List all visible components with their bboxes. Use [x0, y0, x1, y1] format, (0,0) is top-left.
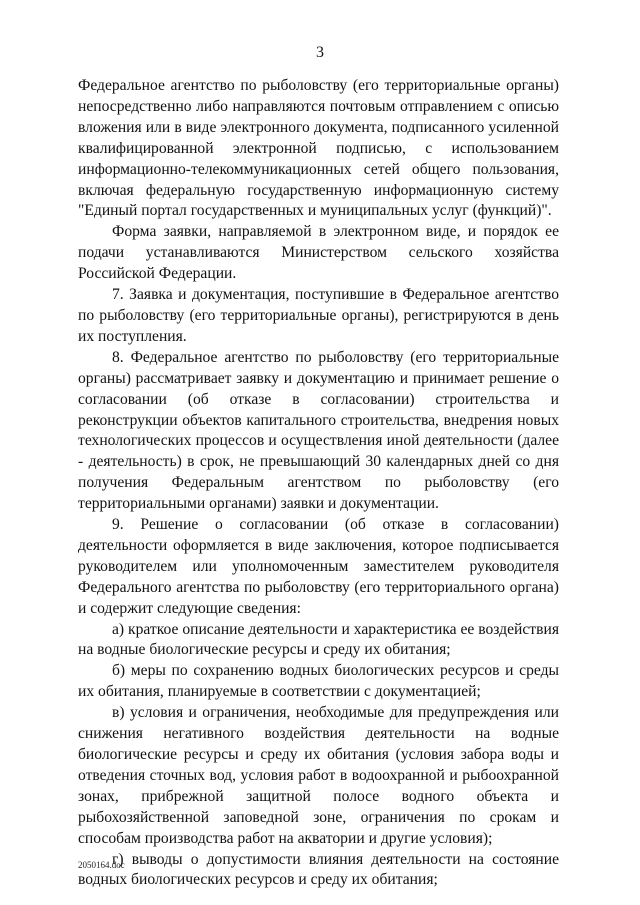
document-file-code: 2050164.doc	[78, 860, 125, 870]
subitem-a: а) краткое описание деятельности и характеристика ее воздействия на водные биологические ресурсы и среду их обитания;	[78, 620, 559, 659]
page-number: 3	[316, 44, 324, 61]
paragraph-item-7: 7. Заявка и документация, поступившие в Федеральное агентство по рыболовству (его территориальные органы), регистрируются в день их поступления.	[78, 286, 559, 345]
subitem-g: г) выводы о допустимости влияния деятельности на состояние водных биологических ресурсов и среду их обитания;	[78, 850, 559, 889]
paragraph-item-8: 8. Федеральное агентство по рыболовству (его территориальные органы) рассматривает заявку и документацию и принимает решение о согласовании (об отказе в согласовании) строительства и реконструкции объектов капитального строительства, внедрения новых технологических процессов и осуществления иной деятельности (далее - деятельность) в срок, не превышающий 30 календарных дней со дня получения Федеральным агентством по рыболовству (его территориальными органами) заявки и документации.	[78, 348, 559, 513]
subitem-b: б) меры по сохранению водных биологических ресурсов и среды их обитания, планируемые в соответствии с документацией;	[78, 662, 559, 701]
document-body	[78, 76, 559, 891]
subitem-v: в) условия и ограничения, необходимые для предупреждения или снижения негативного воздействия деятельности на водные биологические ресурсы и среду их обитания (условия забора воды и отведения сточных вод, условия работ в водоохранной и рыбоохранной зонах, прибрежной защитной полосе водного объекта и рыбохозяйственной заповедной зоне, ограничения по срокам и способам производства работ на акватории и другие условия);	[78, 704, 559, 847]
paragraph: Форма заявки, направляемой в электронном виде, и порядок ее подачи устанавливаются Министерством сельского хозяйства Российской Федерации.	[78, 223, 559, 283]
paragraph-item-9: 9. Решение о согласовании (об отказе в согласовании) деятельности оформляется в виде заключения, которое подписывается руководителем или уполномоченным заместителем руководителя Федерального агентства по рыболовству (его территориального органа) и содержит следующие сведения:	[78, 516, 559, 617]
paragraph: Федеральное агентство по рыболовству (его территориальные органы) непосредственно либо направляются почтовым отправлением с описью вложения или в виде электронного документа, подписанного усиленной квалифицированной электронной подписью, с использованием информационно-телекоммуникационных сетей общего пользования, включая федеральную государственную информационную систему "Единый портал государственных и муниципальных услуг (функций)".	[78, 77, 559, 220]
